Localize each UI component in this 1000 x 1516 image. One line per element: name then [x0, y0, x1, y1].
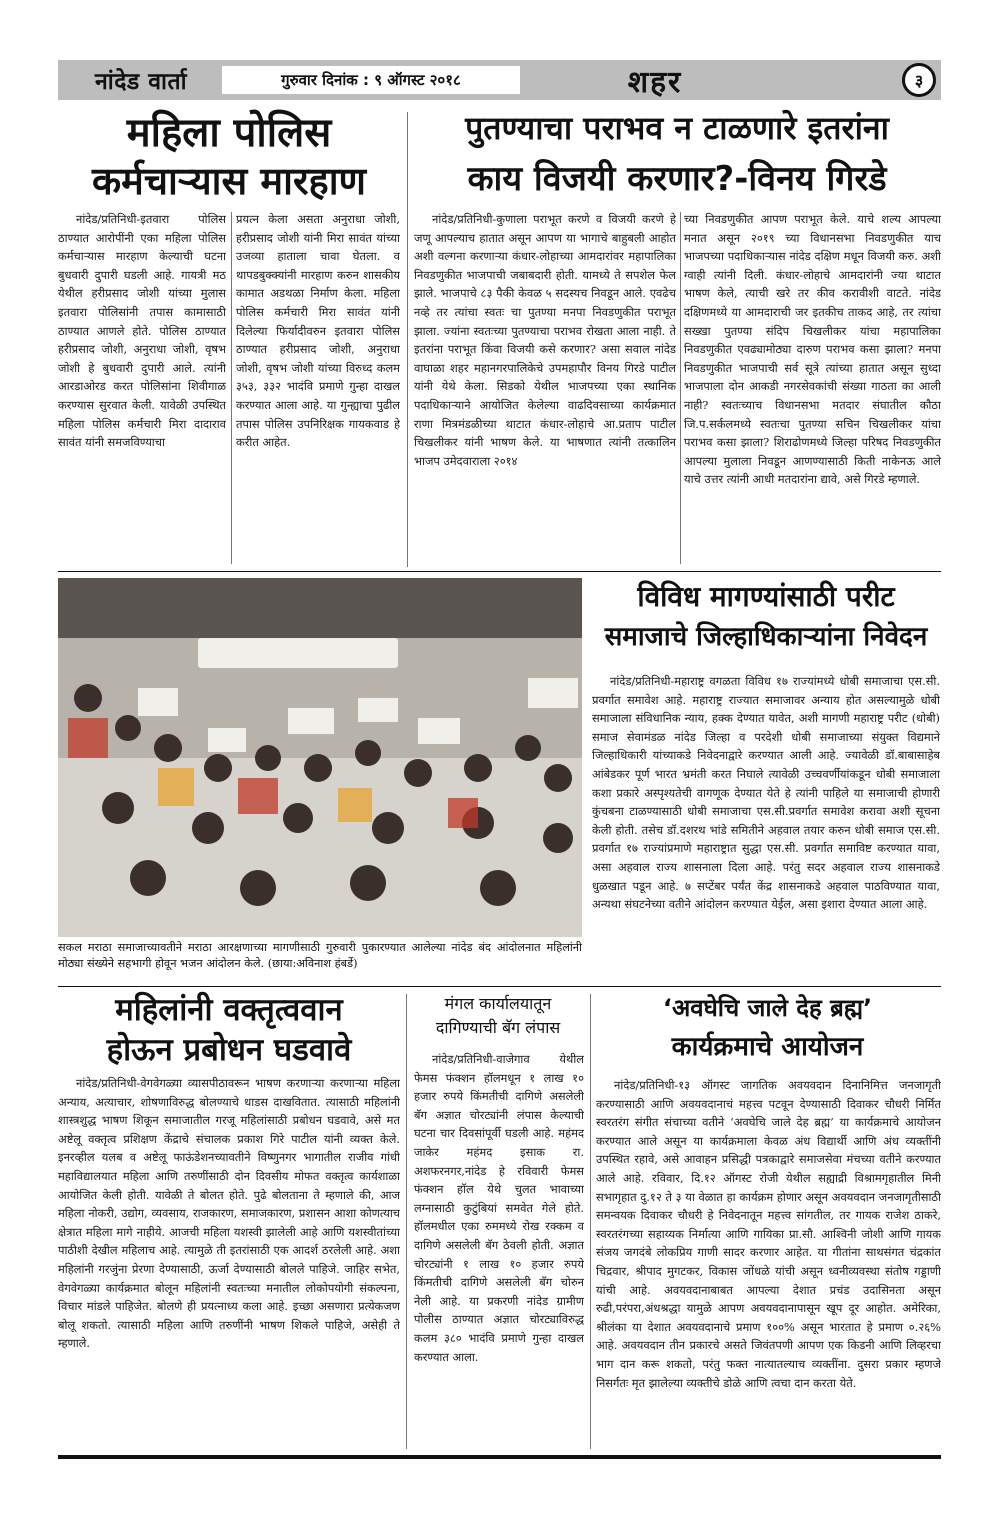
page-bottom-rule [58, 1455, 941, 1459]
section-divider [58, 986, 941, 987]
article5-headline-line2: दागिण्याची बॅग लंपास [435, 1018, 561, 1037]
article3-body-text: नांदेड/प्रतिनिधी-महाराष्ट्र वगळता विविध १७ राज्यांमध्ये धोबी समाजाचा एस.सी. प्रवर्गात समावेश आहे. महाराष्ट्र राज्यात समाजावर अन्याय होत असल्यामुळे धोबी समाजाला संविधानिक न्याय, हक्क देण्यात यावेत, अशी मागणी महाराष्ट्र परीट (धोबी) समाज सेवामंडळ नांदेड जिल्हा व परदेशी धोबी समाजाच्या संयुक्त विद्यमाने जिल्हाधिकारी यांच्याकडे निवेदनाद्वारे करण्यात आली आहे. ज्यावेळी डॉ.बाबासाहेब आंबेडकर पूर्ण भारत भ्रमंती करत निघाले त्यावेळी उच्चवर्णीयांकडून धोबी समाजाला कशा प्रकारे अस्पृश्यतेची वागणूक देण्यात येते हे त्यांनी पाहिले या समाजाची होणारी कुंचबना टाळण्यासाठी धोबी समाजाचा एस.सी.प्रवर्गात समावेश करावा अशी सूचना केली होती. तसेच डॉ.दशरथ भांडे समितीने अहवाल तयार करुन धोबी समाज एस.सी. प्रवर्गात १७ राज्यांप्रमाणे महाराष्ट्रात सुद्धा एस.सी. प्रवर्गात समाविष्ट करण्यात यावा, असा अहवाल राज्य शासनाला दिला आहे. परंतु सदर अहवाल राज्य शासनाकडे धुळखात पडून आहे. ७ सप्टेंबर पर्यंत केंद्र शासनाकडे अहवाल पाठविण्यात यावा, अन्यथा संघटनेच्या वतीने आंदोलन करण्यात येईल, असा इशारा देण्यात आला आहे. [592, 674, 940, 912]
column-divider [406, 994, 407, 1449]
page-number: ३ [902, 63, 936, 97]
article2-col1 [414, 210, 676, 566]
column-divider [680, 212, 681, 564]
article2-headline-line1: पुतण्याचा पराभव न टाळणारे इतरांना [465, 109, 889, 147]
article6-body [596, 1076, 941, 1449]
article4-headline [58, 994, 400, 1074]
article1-headline-line2: कर्मचाऱ्यास मारहाण [91, 159, 367, 203]
article3-headline [590, 582, 942, 664]
photo-caption: सकल मराठा समाजाच्यावतीने मराठा आरक्षणाच्या मागणीसाठी गुरुवारी पुकारण्यात आलेल्या नांदेड बंद आंदोलनात महिलांनी मोठ्या संख्येने सहभागी होवून भजन आंदोलन केले. (छाया:अविनाश हंबर्डे) [58, 941, 582, 970]
column-divider [231, 212, 232, 564]
date-line: गुरुवार दिनांक : ९ ऑगस्ट २०१८ [222, 66, 520, 94]
article1-headline-line1: महिला पोलिस [126, 110, 332, 156]
article2-headline-line2: काय विजयी करणार?-विनय गिरडे [467, 159, 887, 199]
article2-headline [412, 109, 942, 210]
article6-headline-line1: ‘अवघेचि जाले देह ब्रह्म’ [662, 994, 873, 1022]
article1-col2-text: प्रयत्न केला असता अनुराधा जोशी, हरीप्रसाद जोशी यांनी मिरा सावंत यांच्या उजव्या हाताला चावा घेतला. व थापडबुक्क्यांनी मारहाण करुन शासकीय कामात अडथळा निर्माण केला. महिला पोलिस कर्मचारी मिरा सावंत यांनी दिलेल्या फिर्यादीवरुन इतवारा पोलिस ठाण्यात हरीप्रसाद जोशी, अनुराधा जोशी, वृषभ जोशी यांच्या विरुध्द कलम ३५३, ३३२ भादंवि प्रमाणे गुन्हा दाखल करण्यात आला आहे. या गुन्ह्याचा पुढील तपास पोलिस उपनिरिक्षक गायकवाड हे करीत आहेत. [236, 212, 400, 450]
article4-body [58, 1074, 400, 1449]
article5-headline-line1: मंगल कार्यालयातून [444, 994, 552, 1013]
article5-headline [412, 996, 584, 1044]
article3-body [592, 672, 940, 980]
article2-col2 [684, 210, 941, 566]
protest-photo-image [58, 578, 582, 937]
paper-logo: नांदेड वार्ता [94, 69, 188, 95]
article2-col2-text: च्या निवडणुकीत आपण पराभूत केले. याचे शल्य आपल्या मनात असून २०१९ च्या विधानसभा निवडणुकीत याच भाजपच्या पदाधिकाऱ्यास नांदेड दक्षिण मधून विजयी करु. अशी ग्वाही त्यांनी दिली. कंधार-लोहाचे आमदारांनी ज्या थाटात भाषण केले, त्याची खरे तर कीव करावीशी वाटते. नांदेड दक्षिणमध्ये या आमदाराची जर इतकीच ताकद आहे, तर त्यांचा सख्खा पुतण्या संदिप चिखलीकर यांचा महापालिका निवडणुकीत एवढ्यामोठ्या दारुण पराभव कसा झाला? मनपा निवडणुकीत भाजपाची सर्व सूत्रे त्यांच्या हातात असून सुध्दा भाजपाला दोन आकडी नगरसेवकांची संख्या गाठता का आली नाही? स्वतःच्याच विधानसभा मतदार संघातील कौठा जि.प.सर्कलमध्ये स्वतःचा पुतण्या सचिन चिखलीकर यांचा पराभव कसा झाला? शिराढोणमध्ये जिल्हा परिषद निवडणुकीत आपल्या मुलाला निवडून आणण्यासाठी किती नाकेनऊ आले याचे उत्तर त्यांनी आधी मतदारांना द्यावे, असे गिरडे म्हणाले. [684, 212, 941, 487]
article1-headline [58, 112, 400, 210]
article1-col2 [236, 210, 400, 566]
article6-headline [594, 996, 941, 1074]
section-divider [58, 571, 941, 572]
article6-headline-line2: कार्यक्रमाचे आयोजन [671, 1032, 864, 1062]
article1-col1-text: नांदेड/प्रतिनिधी-इतवारा पोलिस ठाण्यात आरोपींनी एका महिला पोलिस कर्मचाऱ्यास मारहाण केल्याची घटना बुधवारी दुपारी घडली आहे. गायत्री मठ येथील हरीप्रसाद जोशी यांच्या मुलास इतवारा पोलिसांनी तपास कामासाठी ठाण्यात आणले होते. पोलिस ठाण्यात हरीप्रसाद जोशी, अनुराधा जोशी, वृषभ जोशी हे बुधवारी दुपारी आले. त्यांनी आरडाओरड करत पोलिसांना शिवीगाळ करण्यास सुरवात केली. यावेळी उपस्थित महिला पोलिस कर्मचारी मिरा दादाराव सावंत यांनी समजविण्याचा [58, 212, 226, 450]
column-divider [407, 112, 408, 567]
article4-headline-line2: होऊन प्रबोधन घडवावे [106, 1032, 352, 1068]
article5-body-text: नांदेड/प्रतिनिधी-वाजेगाव येथील फेमस फंक्शन हॉलमधून १ लाख १० हजार रुपये किंमतीची दागिणे असलेली बॅग अज्ञात चोरट्यांनी लंपास केल्याची घटना चार दिवसांपूर्वी घडली आहे. महंमद जाकेर महंमद इसाक रा. अशफरनगर,नांदेड हे रविवारी फेमस फंक्शन हॉल येथे चुलत भावाच्या लग्नासाठी कुटुंबियां समवेत गेले होते. हॉलमधील एका रुममध्ये रोख रक्कम व दागिणे असलेली बॅग ठेवली होती. अज्ञात चोरट्यांनी १ लाख १० हजार रुपये किंमतीची दागिणे असलेली बॅग चोरुन नेली आहे. या प्रकरणी नांदेड ग्रामीण पोलीस ठाण्यात अज्ञात चोरट्याविरुद्ध कलम ३८० भादंवि प्रमाणे गुन्हा दाखल करण्यात आला. [414, 1052, 584, 1364]
section-title: शहर [627, 64, 683, 100]
article3-headline-line2: समाजाचे जिल्हाधिकाऱ्यांना निवेदन [604, 622, 928, 652]
article4-body-text: नांदेड/प्रतिनिधी-वेगवेगळ्या व्यासपीठावरून भाषण करणाऱ्या करणाऱ्या महिला अन्याय, अत्याचार, शोषणाविरुद्ध बोलण्याचे धाडस दाखवितात. त्यासाठी महिलांनी शास्त्रशुद्ध भाषण शिकून समाजातील गरजू महिलांसाठी प्रबोधन घडवावे, असे मत अष्टेलू वक्तृत्व प्रशिक्षण केंद्राचे संचालक प्रकाश गिरे पाटील यांनी व्यक्त केले. इनरव्हील यलब व अष्टेलू फाऊंडेशनच्यावतीने विष्णुनगर भागातील राजीव गांधी महाविद्यालयात महिला आणि तरुणींसाठी दोन दिवसीय मोफत वक्तृत्व कार्यशाळा आयोजित केली होती. यावेळी ते बोलत होते. पुढे बोलताना ते म्हणाले की, आज महिला नोकरी, उद्योग, व्यवसाय, राजकारण, समाजकारण, प्रशासन आशा कोणत्याच क्षेत्रात महिला मागे नाहीये. आजची महिला यशस्वी झालेली आहे आणि यशस्वीतांच्या पाठीशी देखील महिलाच आहे. त्यामुळे ती इतरांसाठी एक आदर्श ठरलेली आहे. अशा महिलांनी गरजुंना प्रेरणा देण्यासाठी, ऊर्जा देण्यासाठी बोलले पाहिजे. जाहिर सभेत, वेगवेगळ्या कार्यक्रमात बोलून महिलांनी स्वतःच्या मनातील लोकोपयोगी संकल्पना, विचार मांडले पाहिजेत. बोलणे ही प्रयत्नाध्य कला आहे. इच्छा असणारा प्रत्येकजण बोलू शकतो. त्यासाठी महिला आणि तरुणींनी भाषण शिकले पाहिजे, असेही ते म्हणाले. [58, 1076, 400, 1351]
protest-photo [58, 578, 582, 937]
article6-body-text: नांदेड/प्रतिनिधी-१३ ऑगस्ट जागतिक अवयवदान दिनानिमित्त जनजागृती करण्यासाठी आणि अवयवदानाचं महत्त्व पटवून देण्यासाठी दिवाकर चौधरी निर्मित स्वरतरंग संगीत संचाच्या वतीने ‘अवघेचि जाले देह ब्रह्म’ या कार्यक्रमाचे आयोजन करण्यात आले असून या कार्यक्रमाला केवळ अंध विद्यार्थी आणि अंध व्यक्तींनी उपस्थित रहावे, असे आवाहन प्रसिद्धी पत्रकाद्वारे समाजसेवा मंचच्या वतीने करण्यात आले आहे. रविवार, दि.१२ ऑगस्ट रोजी येथील सह्याद्री विश्रामगृहातील मिनी सभागृहात दु.१२ ते ३ या वेळात हा कार्यक्रम होणार असून अवयवदान जनजागृतीसाठी समन्वयक दिवाकर चौधरी हे निवेदनातून महत्त्व सांगतील, तर गायक राजेश ठाकरे, स्वरतरंगच्या सहाय्यक निर्मात्या आणि गायिका प्रा.सौ. आश्विनी जोशी आणि गायक संजय जगदंबे लोकप्रिय गाणी सादर करणार आहेत. या गीतांना साथसंगत चंद्रकांत चिद्रवार, श्रीपाद मुगटकर, विकास जोंधळे यांची असून ध्वनीव्यवस्था संतोष गड्डाणी यांची आहे. अवयवदानाबाबत आपल्या देशात प्रचंड उदासिनता असून रुढी,परंपरा,अंधश्रद्धा यामुळे आपण अवयवदानापासून खूप दूर आहोत. अमेरिका, श्रीलंका या देशात अवयवदानाचे प्रमाण १००% असून भारतात हे प्रमाण ०.२६% आहे. अवयवदान तीन प्रकारचे असते जिवंतपणी आपण एक किडनी आणि लिव्हरचा भाग दान करू शकतो, परंतु फक्त नात्यातल्याच व्यक्तींना. दुसरा प्रकार म्हणजे निसर्गतः मृत झालेल्या व्यक्तीचे डोळे आणि त्वचा दान करता येते. [596, 1078, 941, 1390]
article4-headline-line1: महिलांनी वक्तृत्ववान [115, 992, 343, 1028]
article1-col1 [58, 210, 226, 566]
article2-col1-text: नांदेड/प्रतिनिधी-कुणाला पराभूत करणे व विजयी करणे हे जणू आपल्याच हातात असून आपण या भागाचे बाहुबली आहोत अशी वल्गना करणाऱ्या कंधार-लोहाच्या आमदारांवर महापालिका निवडणुकीत भाजपाची जबाबदारी होती. यामध्ये ते सपशेल फेल झाले. भाजपाचे ८३ पैकी केवळ ५ सदस्यच निवडून आले. एवढेच नव्हे तर त्यांचा स्वतः चा पुतण्या मनपा निवडणुकीत पराभूत झाला. ज्यांना स्वतःच्या पुतण्याचा पराभव रोखता आला नाही. ते इतरांना पराभूत किंवा विजयी कसे करणार? असा सवाल नांदेड वाघाळा शहर महानगरपालिकेचे उपमहापौर विनय गिरडे पाटील यांनी येथे केला. सिडको येथील भाजपच्या एका स्थानिक पदाधिकाऱ्याने आयोजित केलेल्या वाढदिवसाच्या कार्यक्रमात राणा मित्रमंडळीच्या थाटात कंधार-लोहाचे आ.प्रताप पाटील चिखलीकर यांनी भाषण केले. या भाषणात त्यांनी तत्कालिन भाजप उमेदवाराला २०१४ [414, 212, 676, 468]
column-divider [590, 994, 591, 1449]
article5-body [414, 1050, 584, 1450]
article3-headline-line1: विविध मागण्यांसाठी परीट [637, 580, 895, 613]
